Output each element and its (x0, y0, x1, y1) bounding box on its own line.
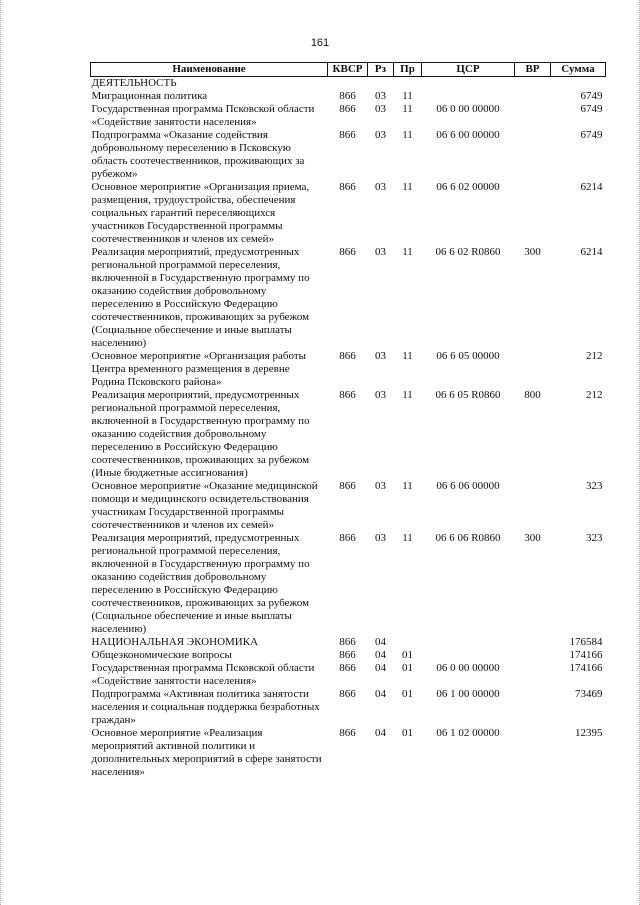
cell-pr: 01 (402, 649, 413, 661)
cell-csr: 06 6 02 R0860 (435, 246, 501, 258)
cell-rz: 03 (375, 129, 386, 141)
table-row (91, 246, 606, 350)
cell-name: Основное мероприятие «Организация работы Центра временного размещения в деревне Родина Псковского района» (91, 350, 307, 388)
cell-vr (515, 350, 551, 389)
cell-rz: 04 (375, 636, 386, 648)
cell-name: Государственная программа Псковской области «Содействие занятости населения» (91, 662, 315, 687)
cell-sum: 12395 (575, 727, 603, 739)
cell-name: Общеэкономические вопросы (91, 649, 232, 661)
cell-vr (515, 688, 551, 727)
cell-sum: 6749 (580, 103, 603, 115)
table-row (91, 662, 606, 688)
cell-kvsr: 866 (339, 246, 356, 258)
page-number: 161 (310, 37, 330, 49)
cell-csr (422, 90, 515, 103)
cell-name: ДЕЯТЕЛЬНОСТЬ (91, 77, 177, 89)
cell-sum: 176584 (569, 636, 603, 648)
cell-rz: 03 (375, 246, 386, 258)
cell-vr (515, 90, 551, 103)
cell-kvsr: 866 (339, 389, 356, 401)
cell-rz: 03 (375, 350, 386, 362)
cell-csr: 06 6 05 R0860 (435, 389, 501, 401)
cell-csr: 06 6 06 R0860 (435, 532, 501, 544)
cell-csr: 06 6 00 00000 (436, 129, 500, 141)
budget-table (90, 62, 606, 779)
cell-rz (368, 77, 394, 91)
table-row (91, 181, 606, 246)
cell-kvsr: 866 (339, 727, 356, 739)
table-row (91, 90, 606, 103)
cell-pr: 11 (402, 532, 413, 544)
cell-kvsr: 866 (339, 181, 356, 193)
cell-pr: 11 (402, 103, 413, 115)
table-row (91, 77, 606, 91)
table-row (91, 727, 606, 779)
cell-rz: 03 (375, 181, 386, 193)
cell-vr (515, 662, 551, 688)
table-body (91, 77, 606, 780)
table-row (91, 103, 606, 129)
cell-pr: 01 (402, 727, 413, 739)
cell-csr (422, 77, 515, 91)
cell-csr: 06 0 00 00000 (436, 662, 500, 674)
cell-name: НАЦИОНАЛЬНАЯ ЭКОНОМИКА (91, 636, 259, 648)
cell-sum: 212 (586, 389, 603, 401)
cell-rz: 04 (375, 727, 386, 739)
cell-vr (515, 77, 551, 91)
header-pr: Пр (394, 63, 422, 77)
cell-kvsr: 866 (339, 129, 356, 141)
cell-sum: 6749 (580, 129, 603, 141)
cell-name: Миграционная политика (91, 90, 208, 102)
cell-name: Реализация мероприятий, предусмотренных региональной программой переселения, включенной в Государственную программу по оказанию содействия добровольному переселению в Российскую Федерацию соотечественников, проживающих за рубежом (Иные бюджетные ассигнования) (91, 389, 310, 479)
cell-kvsr: 866 (339, 90, 356, 102)
cell-kvsr: 866 (339, 688, 356, 700)
cell-pr: 11 (402, 129, 413, 141)
cell-vr (515, 649, 551, 662)
cell-name: Подпрограмма «Оказание содействия добровольному переселению в Псковскую область соотечественников, проживающих за рубежом» (91, 129, 305, 180)
cell-rz: 04 (375, 662, 386, 674)
cell-name: Подпрограмма «Активная политика занятости населения и социальная поддержка безработных граждан» (91, 688, 320, 726)
cell-csr (422, 636, 515, 649)
cell-rz: 03 (375, 90, 386, 102)
cell-vr (515, 480, 551, 532)
cell-sum: 212 (586, 350, 603, 362)
table-row (91, 350, 606, 389)
cell-rz: 03 (375, 532, 386, 544)
cell-sum: 6214 (580, 181, 603, 193)
cell-vr: 800 (524, 389, 541, 401)
header-kvsr: КВСР (328, 63, 368, 77)
table-header (91, 63, 606, 77)
cell-sum: 174166 (569, 662, 603, 674)
cell-name: Государственная программа Псковской области «Содействие занятости населения» (91, 103, 315, 128)
cell-name: Реализация мероприятий, предусмотренных региональной программой переселения, включенной в Государственную программу по оказанию содействия добровольному переселению в Российскую Федерацию соотечественников, проживающих за рубежом (Социальное обеспечение и иные выплаты населению) (91, 246, 310, 349)
cell-kvsr: 866 (339, 350, 356, 362)
cell-rz: 03 (375, 480, 386, 492)
cell-rz: 04 (375, 649, 386, 661)
cell-sum: 6749 (580, 90, 603, 102)
cell-pr: 11 (402, 350, 413, 362)
table-row (91, 532, 606, 636)
cell-csr (422, 649, 515, 662)
header-name: Наименование (91, 63, 328, 77)
header-sum: Сумма (551, 63, 606, 77)
cell-name: Основное мероприятие «Организация приема, размещения, трудоустройства, обеспечения социальных гарантий переселяющихся участников Государственной программы соотечественников и членов их семей» (91, 181, 310, 245)
cell-sum (551, 77, 606, 91)
cell-pr: 11 (402, 389, 413, 401)
header-rz: Рз (368, 63, 394, 77)
cell-vr: 300 (524, 532, 541, 544)
cell-vr (515, 636, 551, 649)
cell-vr (515, 181, 551, 246)
cell-csr: 06 1 02 00000 (436, 727, 500, 739)
cell-kvsr: 866 (339, 103, 356, 115)
cell-kvsr: 866 (339, 649, 356, 661)
cell-name: Реализация мероприятий, предусмотренных региональной программой переселения, включенной в Государственную программу по оказанию содействия добровольному переселению в Российскую Федерацию соотечественников, проживающих за рубежом (Социальное обеспечение и иные выплаты населению) (91, 532, 310, 635)
cell-rz: 03 (375, 389, 386, 401)
table-row (91, 389, 606, 480)
cell-sum: 323 (586, 480, 603, 492)
cell-kvsr: 866 (339, 636, 356, 648)
cell-sum: 73469 (575, 688, 603, 700)
table-row (91, 129, 606, 181)
table-row (91, 636, 606, 649)
cell-name: Основное мероприятие «Оказание медицинской помощи и медицинского освидетельствования участникам Государственной программы соотечественников и членов их семей» (91, 480, 318, 531)
cell-sum: 6214 (580, 246, 603, 258)
cell-sum: 174166 (569, 649, 603, 661)
cell-kvsr: 866 (339, 532, 356, 544)
table-row (91, 688, 606, 727)
cell-csr: 06 6 05 00000 (436, 350, 500, 362)
cell-kvsr: 866 (339, 662, 356, 674)
header-csr: ЦСР (422, 63, 515, 77)
cell-name: Основное мероприятие «Реализация мероприятий активной политики и дополнительных мероприятий в сфере занятости населения» (91, 727, 322, 778)
cell-csr: 06 6 06 00000 (436, 480, 500, 492)
cell-csr: 06 6 02 00000 (436, 181, 500, 193)
cell-pr (394, 636, 422, 649)
cell-vr (515, 727, 551, 779)
cell-pr: 01 (402, 688, 413, 700)
cell-vr: 300 (524, 246, 541, 258)
cell-pr: 01 (402, 662, 413, 674)
cell-kvsr (328, 77, 368, 91)
cell-vr (515, 103, 551, 129)
cell-pr: 11 (402, 480, 413, 492)
cell-csr: 06 1 00 00000 (436, 688, 500, 700)
header-vr: ВР (515, 63, 551, 77)
cell-rz: 04 (375, 688, 386, 700)
page-edge-left (0, 0, 2, 905)
cell-pr (394, 77, 422, 91)
table-row (91, 649, 606, 662)
cell-csr: 06 0 00 00000 (436, 103, 500, 115)
table-row (91, 480, 606, 532)
cell-rz: 03 (375, 103, 386, 115)
cell-sum: 323 (586, 532, 603, 544)
cell-pr: 11 (402, 181, 413, 193)
cell-kvsr: 866 (339, 480, 356, 492)
cell-pr: 11 (402, 90, 413, 102)
cell-pr: 11 (402, 246, 413, 258)
cell-vr (515, 129, 551, 181)
